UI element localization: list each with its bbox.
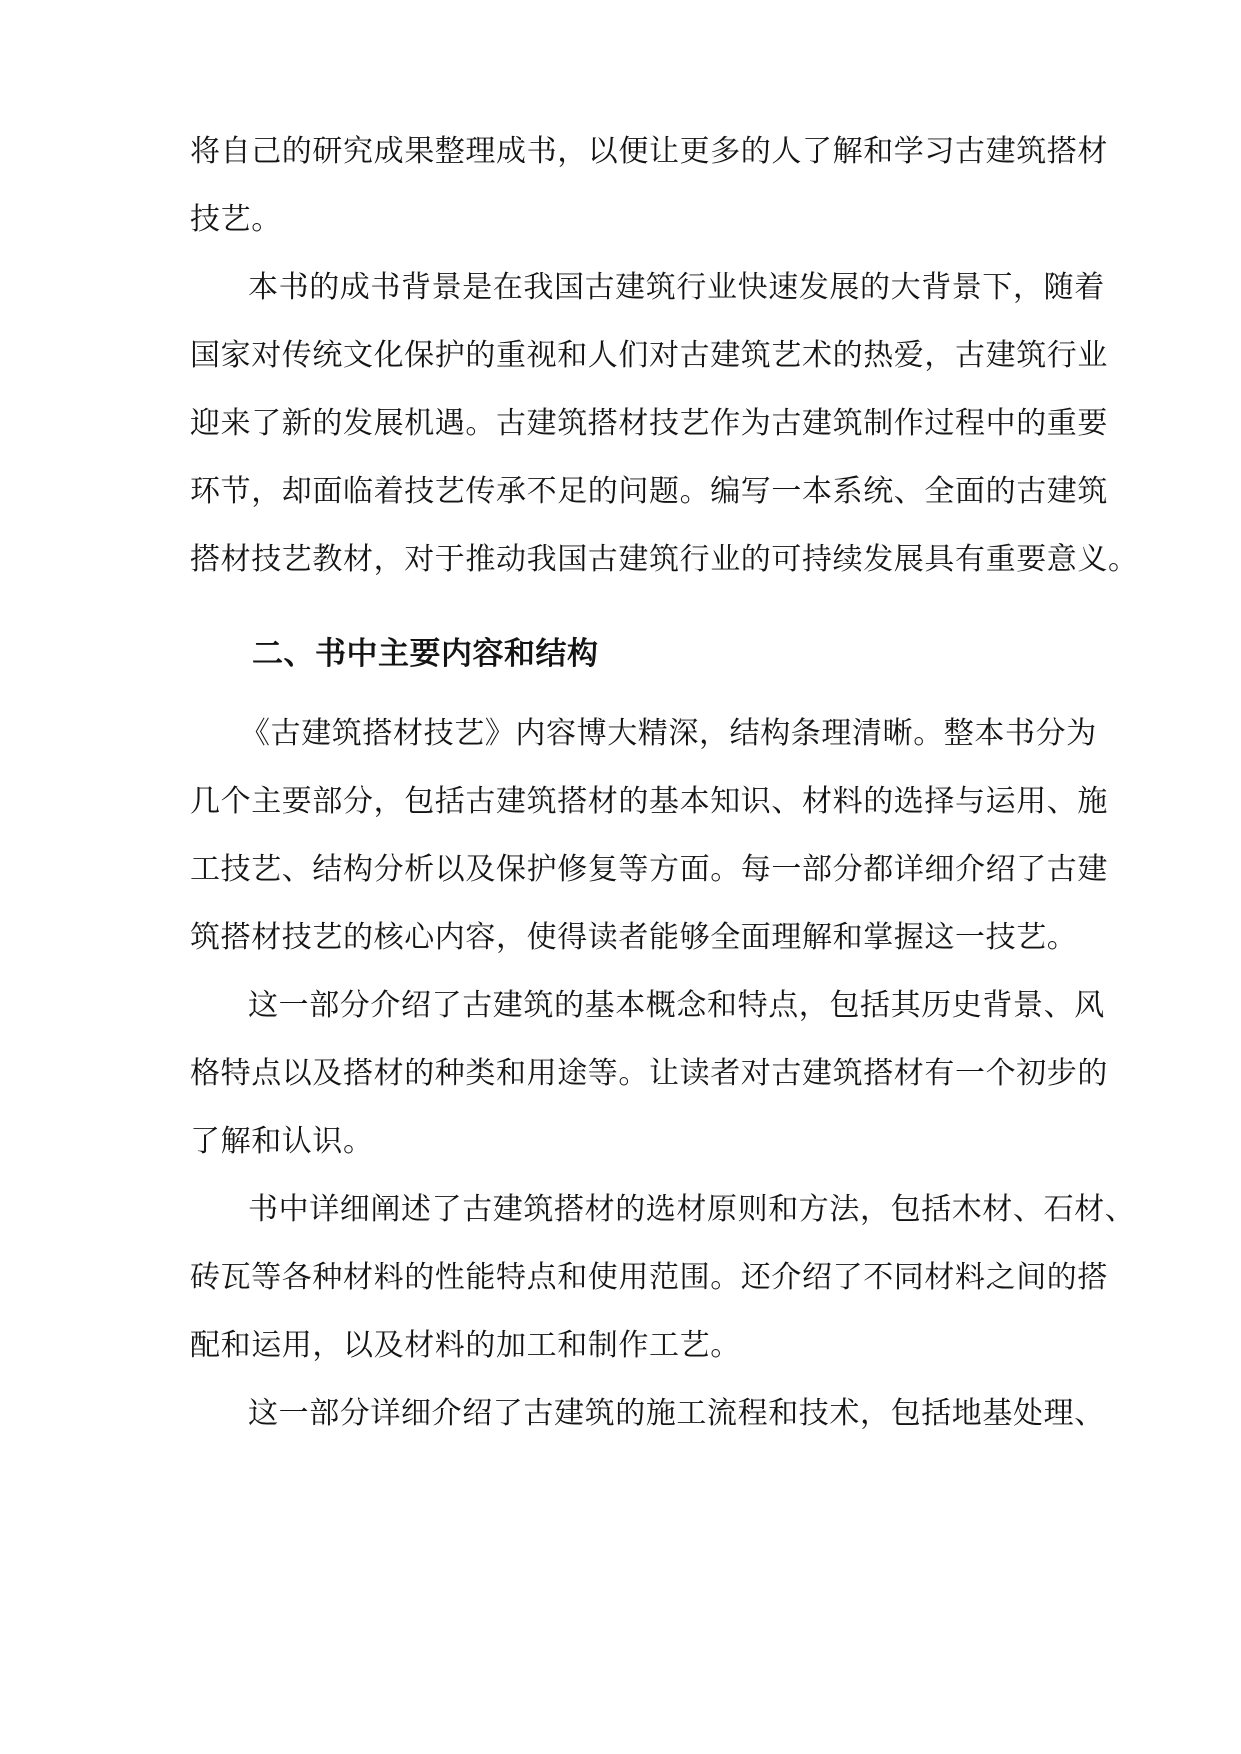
text-line: 配和运用，以及材料的加工和制作工艺。	[190, 1328, 741, 1363]
text-line: 技艺。	[190, 202, 282, 237]
text-line: 了解和认识。	[190, 1124, 374, 1159]
text-line: 这一部分介绍了古建筑的基本概念和特点，包括其历史背景、风	[248, 988, 1105, 1023]
text-line: 本书的成书背景是在我国古建筑行业快速发展的大背景下，随着	[248, 270, 1105, 305]
text-line: 书中详细阐述了古建筑搭材的选材原则和方法，包括木材、石材、	[248, 1192, 1136, 1227]
text-line: 《古建筑搭材技艺》内容博大精深，结构条理清晰。整本书分为	[240, 716, 1097, 751]
text-line: 将自己的研究成果整理成书，以便让更多的人了解和学习古建筑搭材	[190, 134, 1108, 169]
text-line: 格特点以及搭材的种类和用途等。让读者对古建筑搭材有一个初步的	[190, 1056, 1108, 1091]
text-line: 这一部分详细介绍了古建筑的施工流程和技术，包括地基处理、	[248, 1396, 1105, 1431]
text-line: 砖瓦等各种材料的性能特点和使用范围。还介绍了不同材料之间的搭	[190, 1260, 1108, 1295]
text-line: 搭材技艺教材，对于推动我国古建筑行业的可持续发展具有重要意义。	[190, 542, 1139, 577]
text-line: 筑搭材技艺的核心内容，使得读者能够全面理解和掌握这一技艺。	[190, 920, 1078, 955]
text-line: 几个主要部分，包括古建筑搭材的基本知识、材料的选择与运用、施	[190, 784, 1108, 819]
text-line: 国家对传统文化保护的重视和人们对古建筑艺术的热爱，古建筑行业	[190, 338, 1108, 373]
section-heading: 二、书中主要内容和结构	[252, 636, 599, 672]
text-line: 迎来了新的发展机遇。古建筑搭材技艺作为古建筑制作过程中的重要	[190, 406, 1108, 441]
text-line: 工技艺、结构分析以及保护修复等方面。每一部分都详细介绍了古建	[190, 852, 1108, 887]
text-line: 环节，却面临着技艺传承不足的问题。编写一本系统、全面的古建筑	[190, 474, 1108, 509]
